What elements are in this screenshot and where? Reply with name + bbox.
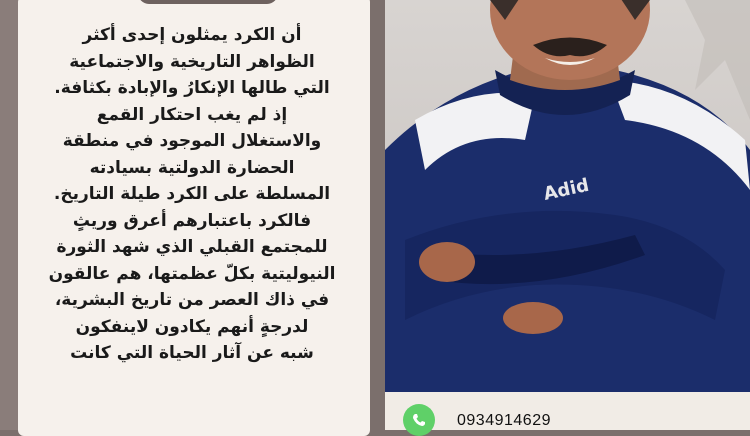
quote-line: لدرجةٍ أنهم يكادون لاينفكون bbox=[75, 316, 309, 337]
shirt-logo-text: Adid bbox=[541, 174, 591, 205]
quote-line: أن الكرد يمثلون إحدى أكثر bbox=[82, 25, 302, 45]
quote-line: إذ لم يغب احتكار القمع bbox=[96, 104, 288, 125]
quote-line: فالكرد باعتبارهم أعرق وريثٍ bbox=[72, 210, 312, 231]
quote-line: للمجتمع القبلي الذي شهد الثورة bbox=[56, 237, 328, 257]
phone-number[interactable]: 0934914629 bbox=[457, 412, 551, 429]
portrait-illustration bbox=[385, 0, 750, 430]
quote-line: شبه عن آثار الحياة التي كانت bbox=[70, 343, 314, 363]
quote-line: الظواهر التاريخية والاجتماعية bbox=[69, 51, 315, 72]
quote-line: المسلطة على الكرد طيلة التاريخ. bbox=[53, 184, 331, 204]
quote-line: التي طالها الإنكارُ والإبادة بكثافة. bbox=[54, 78, 330, 98]
contact-footer bbox=[385, 392, 750, 430]
divider-strip bbox=[370, 0, 385, 430]
quote-line: النيوليتية بكلّ عظمتها، هم عالقون bbox=[48, 263, 336, 284]
phone-handset-icon bbox=[409, 410, 429, 430]
left-border-strip bbox=[0, 0, 18, 430]
quote-line: والاستغلال الموجود في منطقة bbox=[62, 131, 322, 151]
quote-line: في ذاك العصر من تاريخ البشرية، bbox=[54, 290, 330, 310]
portrait-photo bbox=[385, 0, 750, 430]
quote-text bbox=[22, 22, 362, 367]
whatsapp-icon[interactable] bbox=[403, 404, 435, 436]
quote-line: الحضارة الدولتية بسيادته bbox=[89, 157, 295, 178]
quote-card bbox=[18, 0, 370, 436]
top-pill-decoration bbox=[138, 0, 278, 4]
